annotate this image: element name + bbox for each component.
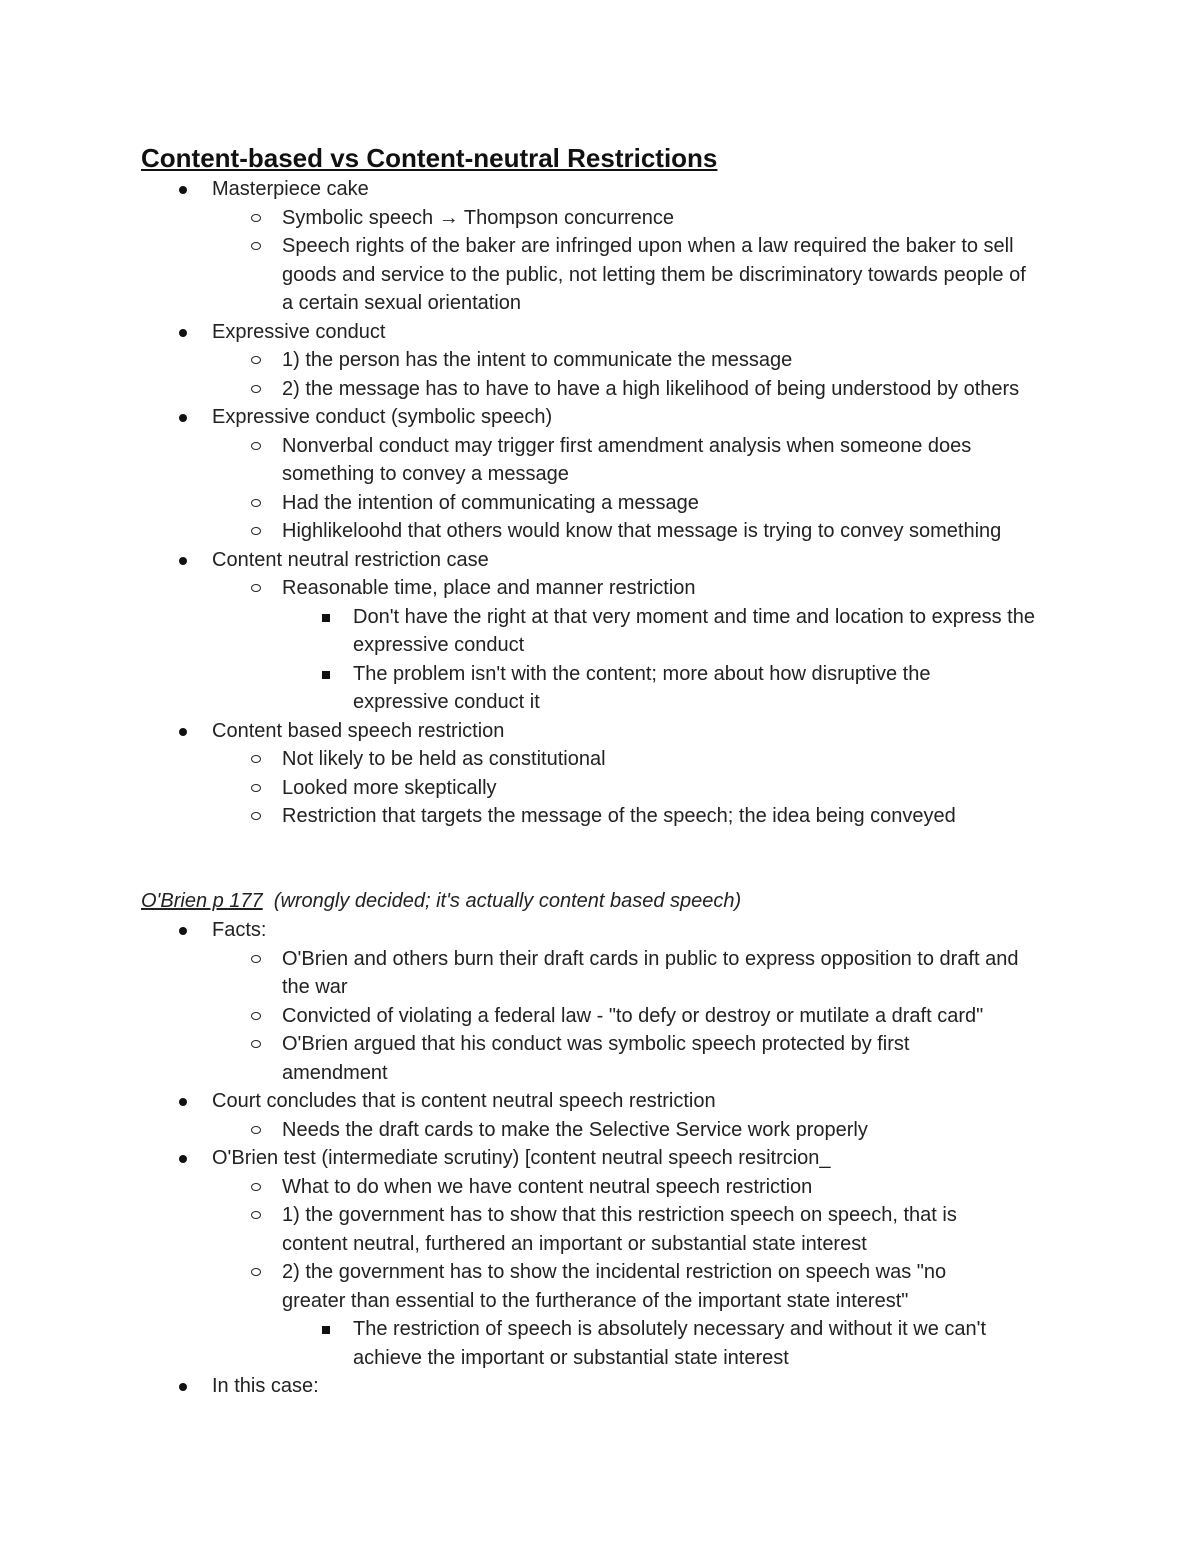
bullet-disc-icon <box>179 1098 187 1106</box>
list-item: Symbolic speech → Thompson concurrence <box>282 204 1100 233</box>
case-citation: O'Brien p 177 <box>141 890 263 912</box>
bullet-disc-icon <box>179 927 187 935</box>
bullet-circle-icon <box>251 1012 261 1020</box>
list-item: Highlikeloohd that others would know that message is trying to convey something <box>282 517 1100 546</box>
bullet-circle-icon <box>251 812 261 820</box>
list-item: Needs the draft cards to make the Selective Service work properly <box>282 1116 1100 1145</box>
bullet-circle-icon <box>251 784 261 792</box>
list-item: Restriction that targets the message of the speech; the idea being conveyed <box>282 802 1100 831</box>
list-item: The problem isn't with the content; more about how disruptive the expressive conduct it <box>353 660 1100 717</box>
bullet-circle-icon <box>251 1183 261 1191</box>
bullet-circle-icon <box>251 955 261 963</box>
bullet-disc-icon <box>179 329 187 337</box>
bullet-disc-icon <box>179 1155 187 1163</box>
list-item: Masterpiece cake Symbolic speech → Thompson concurrence Speech rights of the baker are infringed upon when a law required the baker to sell goods and service to the public, not letting them be discriminatory towards people of a certain sexual orientation <box>0 175 1100 318</box>
list-item: 1) the government has to show that this restriction speech on speech, that is content neutral, furthered an important or substantial state interest <box>282 1201 1100 1258</box>
list-item: Reasonable time, place and manner restriction Don't have the right at that very moment and time and location to express the expressive conduct The problem isn't with the content; more about how disruptive the expressive conduct it <box>282 574 1100 717</box>
list-item: Not likely to be held as constitutional <box>282 745 1100 774</box>
bullet-circle-icon <box>251 1211 261 1219</box>
bullet-circle-icon <box>251 527 261 535</box>
list-item: Facts: O'Brien and others burn their draft cards in public to express opposition to draft and the war Convicted of violating a federal law - "to defy or destroy or mutilate a draft card" O'Brien argued that his conduct was symbolic speech protected by first amendment <box>0 916 1100 1087</box>
bullet-disc-icon <box>179 557 187 565</box>
bullet-square-icon <box>322 1326 330 1334</box>
list-item: 1) the person has the intent to communicate the message <box>282 346 1100 375</box>
bullet-circle-icon <box>251 1040 261 1048</box>
bullet-disc-icon <box>179 414 187 422</box>
bullet-circle-icon <box>251 584 261 592</box>
page-title: Content-based vs Content-neutral Restrictions <box>141 143 718 173</box>
bullet-disc-icon <box>179 728 187 736</box>
list-item: In this case: <box>0 1372 1100 1401</box>
list-item: Expressive conduct 1) the person has the intent to communicate the message 2) the message has to have to have a high likelihood of being understood by others <box>0 318 1100 404</box>
list-item: Speech rights of the baker are infringed upon when a law required the baker to sell goods and service to the public, not letting them be discriminatory towards people of a certain sexual orientation <box>282 232 1100 318</box>
bullet-circle-icon <box>251 499 261 507</box>
bullet-circle-icon <box>251 1268 261 1276</box>
bullet-circle-icon <box>251 385 261 393</box>
bullet-disc-icon <box>179 1383 187 1391</box>
bullet-circle-icon <box>251 356 261 364</box>
section-2-list <box>0 916 1100 1401</box>
list-item: O'Brien argued that his conduct was symbolic speech protected by first amendment <box>282 1030 1100 1087</box>
bullet-square-icon <box>322 614 330 622</box>
bullet-disc-icon <box>179 186 187 194</box>
list-item: Content neutral restriction case Reasonable time, place and manner restriction Don't have the right at that very moment and time and location to express the expressive conduct The problem isn't with the content; more about how disruptive the expressive conduct it <box>0 546 1100 717</box>
list-item: Nonverbal conduct may trigger first amendment analysis when someone does something to convey a message <box>282 432 1100 489</box>
list-item: 2) the message has to have to have a high likelihood of being understood by others <box>282 375 1100 404</box>
list-item: O'Brien test (intermediate scrutiny) [content neutral speech resitrcion_ What to do when we have content neutral speech restriction 1) the government has to show that this restriction speech on speech, that is content neutral, furthered an important or substantial state interest 2) the government has to show the incidental restriction on speech was "no greater than essential to the furtherance of the important state interest" The restriction of speech is absolutely necessary and without it we can't achieve the important or substantial state interest <box>0 1144 1100 1372</box>
section-1-list <box>0 175 1100 831</box>
bullet-circle-icon <box>251 442 261 450</box>
list-item: Had the intention of communicating a message <box>282 489 1100 518</box>
case-note: (wrongly decided; it's actually content based speech) <box>273 890 742 912</box>
list-item: What to do when we have content neutral speech restriction <box>282 1173 1100 1202</box>
list-item: Convicted of violating a federal law - "to defy or destroy or mutilate a draft card" <box>282 1002 1100 1031</box>
list-item: Don't have the right at that very moment and time and location to express the expressive conduct <box>353 603 1100 660</box>
list-item: Expressive conduct (symbolic speech) Nonverbal conduct may trigger first amendment analysis when someone does something to convey a message Had the intention of communicating a message Highlikeloohd that others would know that message is trying to convey something <box>0 403 1100 546</box>
list-item: Content based speech restriction Not likely to be held as constitutional Looked more skeptically Restriction that targets the message of the speech; the idea being conveyed <box>0 717 1100 831</box>
bullet-circle-icon <box>251 755 261 763</box>
bullet-square-icon <box>322 671 330 679</box>
list-item: Looked more skeptically <box>282 774 1100 803</box>
list-item: The restriction of speech is absolutely necessary and without it we can't achieve the important or substantial state interest <box>353 1315 1100 1372</box>
list-item: O'Brien and others burn their draft cards in public to express opposition to draft and the war <box>282 945 1100 1002</box>
list-item: Court concludes that is content neutral speech restriction Needs the draft cards to make the Selective Service work properly <box>0 1087 1100 1144</box>
section-heading <box>141 887 741 915</box>
bullet-circle-icon <box>251 1126 261 1134</box>
list-item: 2) the government has to show the incidental restriction on speech was "no greater than essential to the furtherance of the important state interest" The restriction of speech is absolutely necessary and without it we can't achieve the important or substantial state interest <box>282 1258 1100 1372</box>
bullet-circle-icon <box>251 242 261 250</box>
bullet-circle-icon <box>251 214 261 222</box>
